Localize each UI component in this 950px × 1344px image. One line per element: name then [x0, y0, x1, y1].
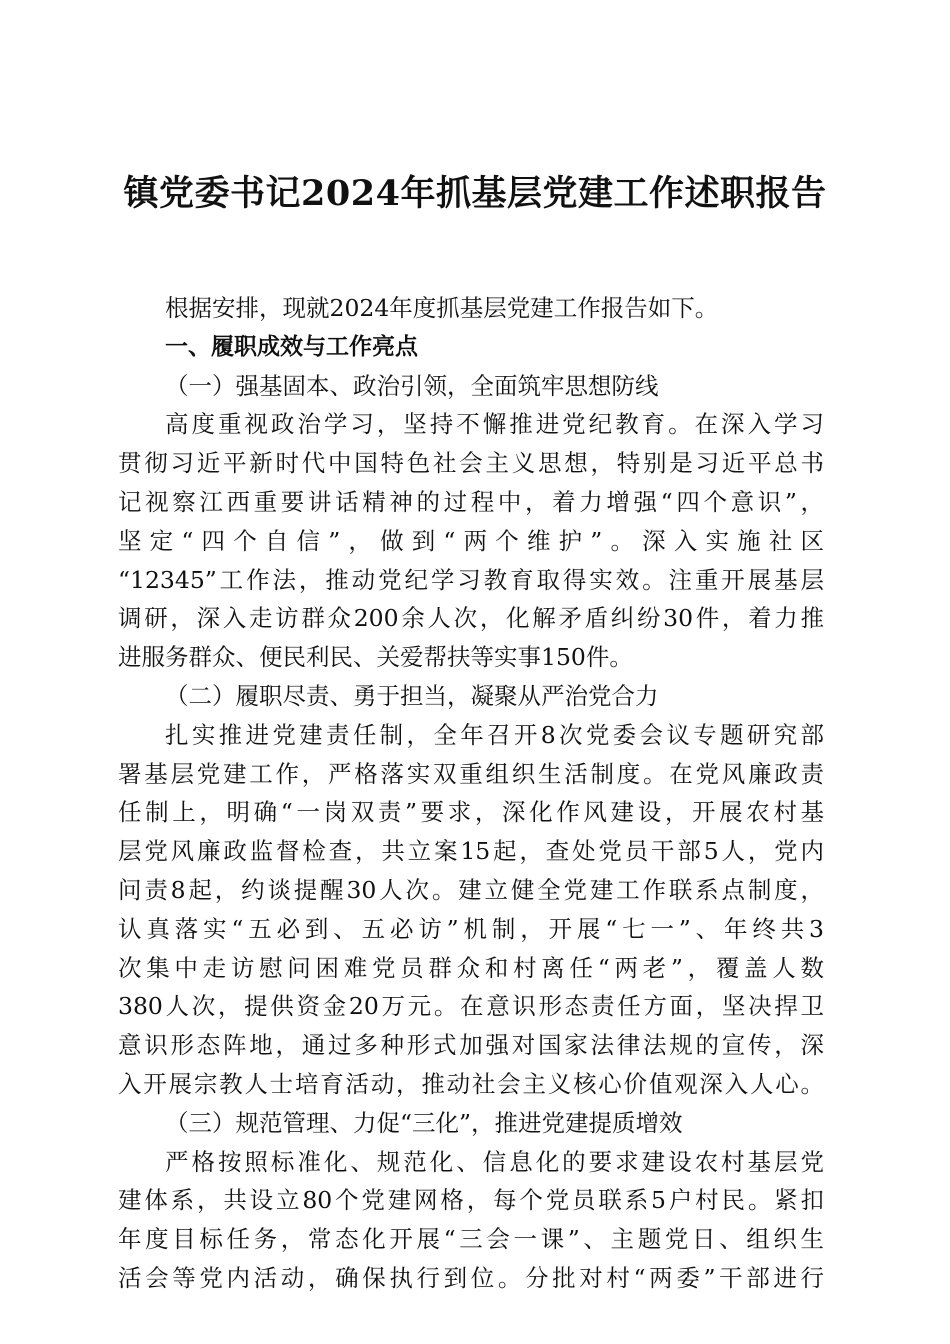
paragraph-line: 次集中走访慰问困难党员群众和村离任“两老”，覆盖人数: [118, 953, 824, 982]
subsection-heading-3: （三）规范管理、力促“三化”，推进党建提质增效: [165, 1108, 683, 1137]
paragraph-line: 贯彻习近平新时代中国特色社会主义思想，特别是习近平总书: [118, 449, 824, 478]
paragraph-line: 入开展宗教人士培育活动，推动社会主义核心价值观深入人心。: [118, 1069, 824, 1098]
intro-paragraph: 根据安排，现就2024年度抓基层党建工作报告如下。: [165, 294, 719, 322]
paragraph-line: 严格按照标准化、规范化、信息化的要求建设农村基层党: [165, 1147, 824, 1176]
paragraph-line: “12345”工作法，推动党纪学习教育取得实效。注重开展基层: [118, 565, 824, 594]
paragraph-line: 任制上，明确“一岗双责”要求，深化作风建设，开展农村基: [118, 798, 824, 827]
paragraph-line: 年度目标任务，常态化开展“三会一课”、主题党日、组织生: [118, 1225, 824, 1254]
document-body: [118, 289, 824, 1298]
paragraph-line: 高度重视政治学习，坚持不懈推进党纪教育。在深入学习: [165, 410, 824, 439]
paragraph-line: 意识形态阵地，通过多种形式加强对国家法律法规的宣传，深: [118, 1031, 824, 1060]
paragraph-line: 认真落实“五必到、五必访”机制，开展“七一”、年终共3: [118, 914, 824, 943]
subsection-2-paragraph: [118, 716, 824, 1104]
paragraph-line: 380人次，提供资金20万元。在意识形态责任方面，坚决捍卫: [118, 992, 824, 1021]
subsection-heading-1: （一）强基固本、政治引领，全面筑牢思想防线: [165, 371, 659, 400]
paragraph-line: 进服务群众、便民利民、关爱帮扶等实事150件。: [118, 643, 633, 672]
paragraph-line: 层党风廉政监督检查，共立案15起，查处党员干部5人，党内: [118, 837, 824, 866]
paragraph-line: 署基层党建工作，严格落实双重组织生活制度。在党风廉政责: [118, 759, 824, 788]
paragraph-line: 建体系，共设立80个党建网格，每个党员联系5户村民。紧扣: [118, 1186, 824, 1215]
paragraph-line: 问责8起，约谈提醒30人次。建立健全党建工作联系点制度，: [118, 875, 824, 904]
subsection-3-paragraph: [118, 1143, 824, 1298]
document-title: 镇党委书记2024年抓基层党建工作述职报告: [123, 173, 827, 214]
paragraph-line: 扎实推进党建责任制，全年召开8次党委会议专题研究部: [165, 720, 824, 749]
paragraph-line: 记视察江西重要讲话精神的过程中，着力增强“四个意识”，: [118, 487, 824, 516]
paragraph-line: 调研，深入走访群众200余人次，化解矛盾纠纷30件，着力推: [118, 604, 824, 633]
subsection-heading-2: （二）履职尽责、勇于担当，凝聚从严治党合力: [165, 681, 659, 710]
paragraph-line: 坚定“四个自信”，做到“两个维护”。深入实施社区: [118, 526, 824, 555]
paragraph-line: 活会等党内活动，确保执行到位。分批对村“两委”干部进行: [118, 1263, 824, 1292]
section-heading-1: 一、履职成效与工作亮点: [165, 333, 418, 360]
subsection-1-paragraph: [118, 405, 824, 677]
